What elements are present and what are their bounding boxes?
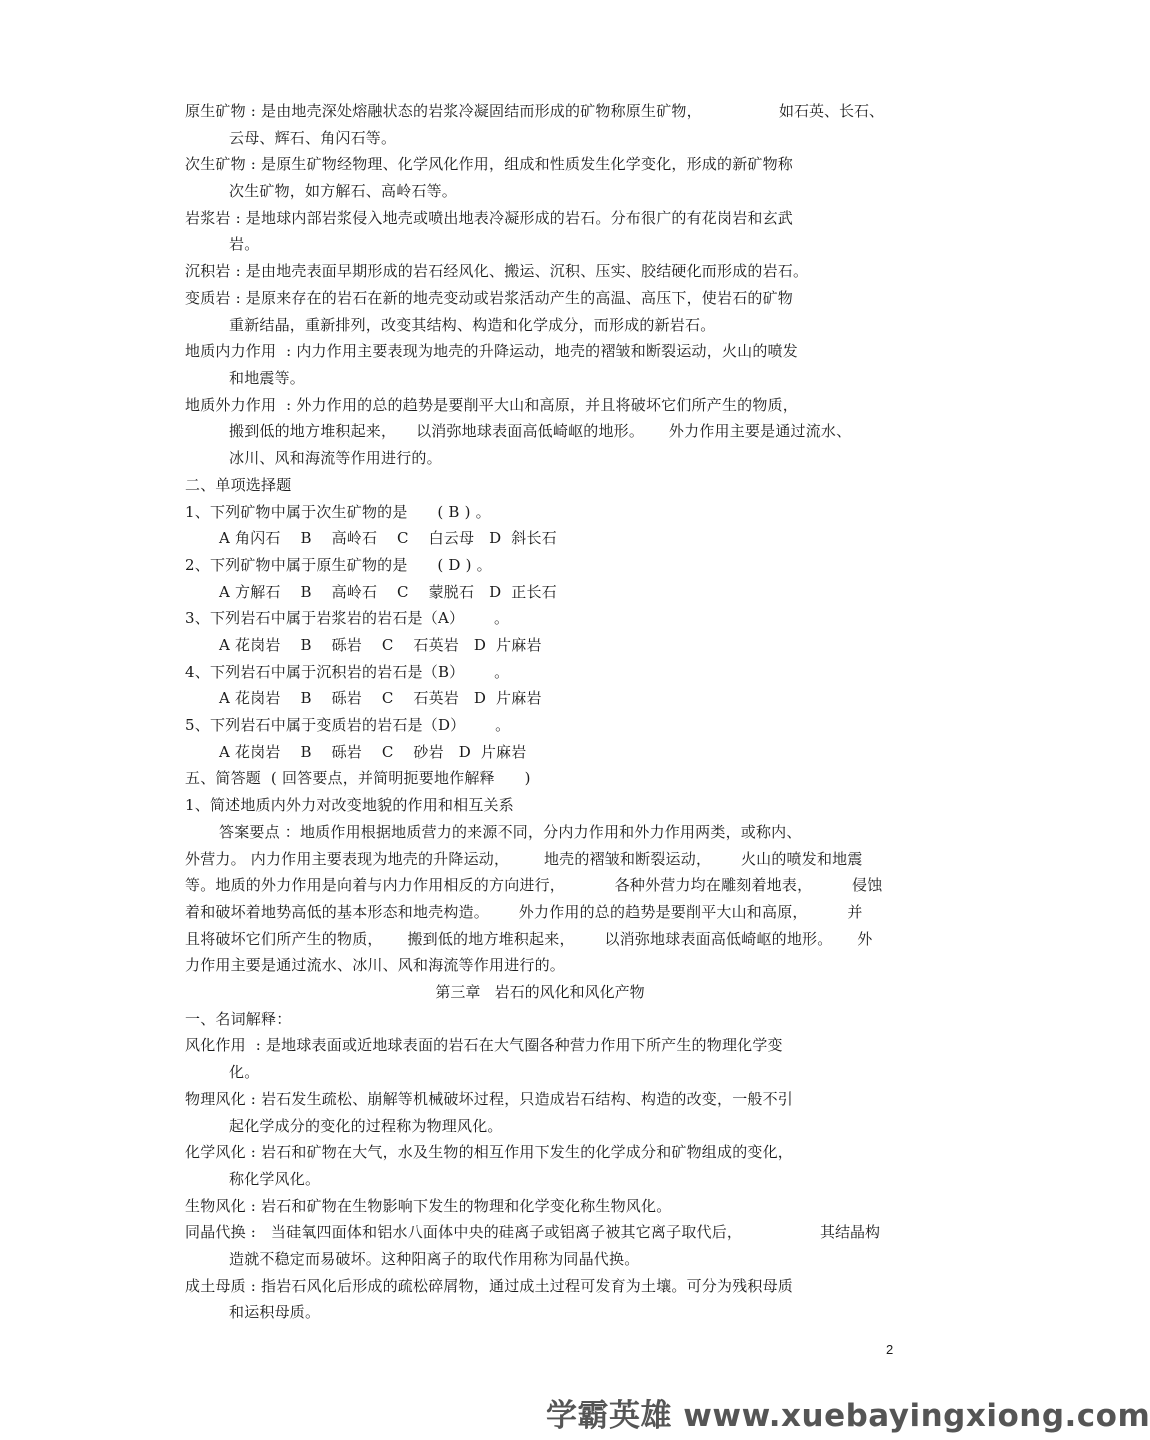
text-line: 岩。 xyxy=(229,235,260,253)
text-line: 次生矿物 : 是原生矿物经物理、化学风化作用，组成和性质发生化学变化，形成的新矿物称 xyxy=(185,155,793,173)
question: 5、下列岩石中属于变质岩的岩石是（D） 。 xyxy=(185,716,511,734)
text-line: 重新结晶，重新排列，改变其结构、构造和化学成分，而形成的新岩石。 xyxy=(229,316,716,334)
section-heading: 一、名词解释： xyxy=(185,1010,292,1028)
question: 4、下列岩石中属于沉积岩的岩石是（B） 。 xyxy=(185,663,510,681)
text-line: 变质岩 : 是原来存在的岩石在新的地壳变动或岩浆活动产生的高温、高压下，使岩石的矿物 xyxy=(185,289,793,307)
question: 1、下列矿物中属于次生矿物的是 ( B ) 。 xyxy=(185,503,491,521)
text-line: 地质外力作用 : 外力作用的总的趋势是要削平大山和高原，并且将破坏它们所产生的物质， xyxy=(185,396,798,414)
question: 2、下列矿物中属于原生矿物的是 ( D ) 。 xyxy=(185,556,492,574)
text-line: 其结晶构 xyxy=(820,1223,881,1241)
section-heading: 二、单项选择题 xyxy=(185,476,292,494)
text-line: 岩浆岩 : 是地球内部岩浆侵入地壳或喷出地表冷凝形成的岩石。分布很广的有花岗岩和玄武 xyxy=(185,209,793,227)
answer-options: A 花岗岩 B 砾岩 C 石英岩 D 片麻岩 xyxy=(219,636,542,654)
text-line: 原生矿物 : 是由地壳深处熔融状态的岩浆冷凝固结而形成的矿物称原生矿物， xyxy=(185,102,702,120)
text-line: 外营力。 内力作用主要表现为地壳的升降运动， 地壳的褶皱和断裂运动， 火山的喷发和地震 xyxy=(185,850,863,868)
text-line: 等。地质的外力作用是向着与内力作用相反的方向进行， 各种外营力均在雕刻着地表， 侵蚀 xyxy=(185,876,883,894)
text-line: 起化学成分的变化的过程称为物理风化。 xyxy=(229,1117,503,1135)
answer-options: A 花岗岩 B 砾岩 C 石英岩 D 片麻岩 xyxy=(219,689,542,707)
text-line: 同晶代换 : 当硅氧四面体和铝水八面体中央的硅离子或铝离子被其它离子取代后， xyxy=(185,1223,743,1241)
text-line: 如石英、长石、 xyxy=(779,102,885,120)
text-line: 成土母质 : 指岩石风化后形成的疏松碎屑物，通过成土过程可发育为土壤。可分为残积母质 xyxy=(185,1277,793,1295)
text-line: 称化学风化。 xyxy=(229,1170,321,1188)
text-line: 风化作用 : 是地球表面或近地球表面的岩石在大气圈各种营力作用下所产生的物理化学变 xyxy=(185,1036,783,1054)
text-line: 答案要点 ：地质作用根据地质营力的来源不同，分内力作用和外力作用两类，或称内、 xyxy=(219,823,802,841)
text-line: 化学风化 : 岩石和矿物在大气，水及生物的相互作用下发生的化学成分和矿物组成的变化， xyxy=(185,1143,793,1161)
text-line: 地质内力作用 : 内力作用主要表现为地壳的升降运动，地壳的褶皱和断裂运动，火山的喷发 xyxy=(185,342,798,360)
text-line: 化。 xyxy=(229,1063,260,1081)
question: 1、简述地质内外力对改变地貌的作用和相互关系 xyxy=(185,796,514,814)
text-line: 云母、辉石、角闪石等。 xyxy=(229,129,397,147)
text-line: 生物风化 : 岩石和矿物在生物影响下发生的物理和化学变化称生物风化。 xyxy=(185,1197,672,1215)
chapter-title: 第三章 岩石的风化和风化产物 xyxy=(435,983,645,1001)
text-line: 且将破坏它们所产生的物质， 搬到低的地方堆积起来， 以消弥地球表面高低崎岖的地形。 外 xyxy=(185,930,873,948)
question: 3、下列岩石中属于岩浆岩的岩石是（A） 。 xyxy=(185,609,510,627)
text-line: 搬到低的地方堆积起来， 以消弥地球表面高低崎岖的地形。 外力作用主要是通过流水、 xyxy=(229,422,852,440)
answer-options: A 角闪石 B 高岭石 C 白云母 D 斜长石 xyxy=(219,529,557,547)
text-line: 力作用主要是通过流水、冰川、风和海流等作用进行的。 xyxy=(185,956,566,974)
text-line: 造就不稳定而易破坏。这种阳离子的取代作用称为同晶代换。 xyxy=(229,1250,640,1268)
text-line: 和运积母质。 xyxy=(229,1303,321,1321)
section-heading: 五、简答题 ( 回答要点，并简明扼要地作解释 ) xyxy=(185,769,531,787)
text-line: 冰川、风和海流等作用进行的。 xyxy=(229,449,442,467)
answer-options: A 方解石 B 高岭石 C 蒙脱石 D 正长石 xyxy=(219,583,557,601)
text-line: 物理风化 : 岩石发生疏松、崩解等机械破坏过程，只造成岩石结构、构造的改变，一般不引 xyxy=(185,1090,793,1108)
text-line: 着和破坏着地势高低的基本形态和地壳构造。 外力作用的总的趋势是要削平大山和高原， 并 xyxy=(185,903,863,921)
watermark: 学霸英雄 www.xuebayingxiong.com xyxy=(546,1398,1150,1434)
answer-options: A 花岗岩 B 砾岩 C 砂岩 D 片麻岩 xyxy=(219,743,527,761)
page-number: 2 xyxy=(886,1342,894,1357)
text-line: 和地震等。 xyxy=(229,369,306,387)
text-line: 次生矿物，如方解石、高岭石等。 xyxy=(229,182,458,200)
text-line: 沉积岩 : 是由地壳表面早期形成的岩石经风化、搬运、沉积、压实、胶结硬化而形成的岩石。 xyxy=(185,262,809,280)
